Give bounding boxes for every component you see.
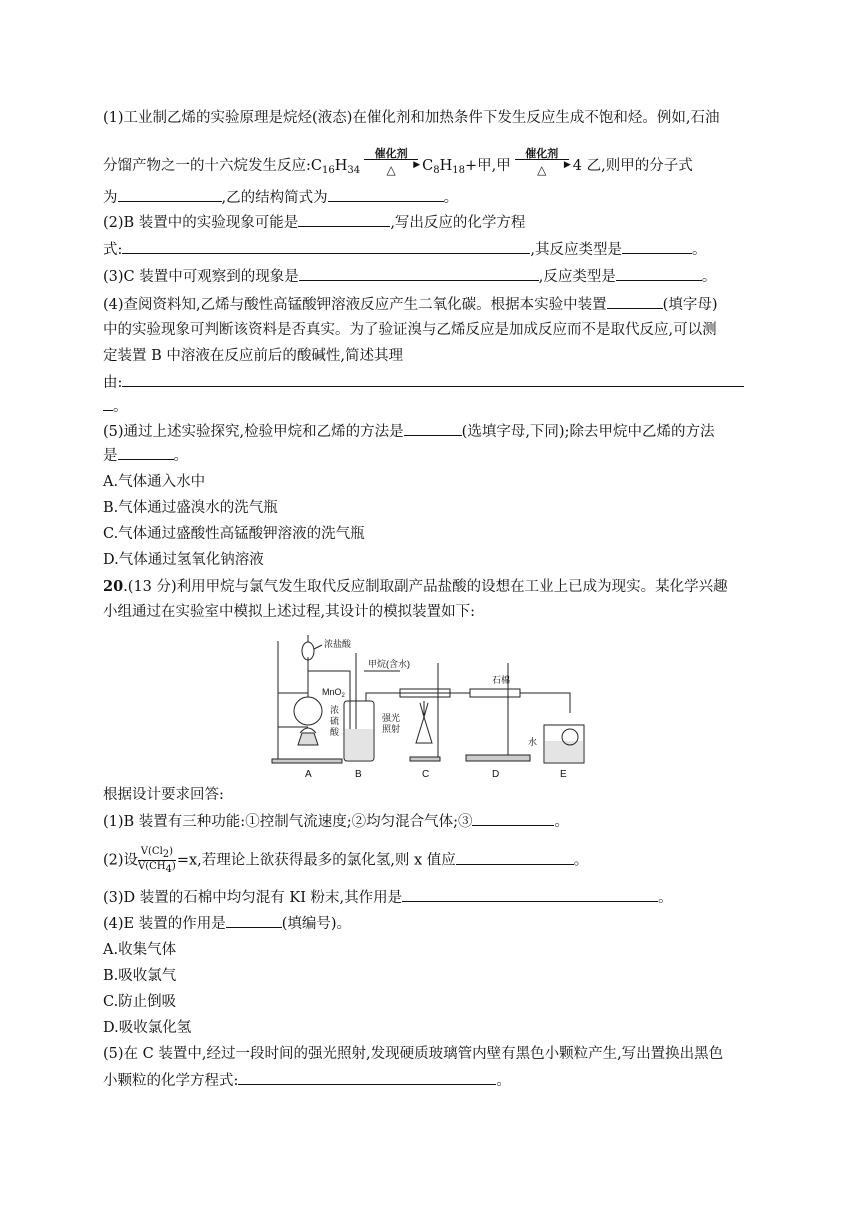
- answer-blank[interactable]: [298, 212, 390, 227]
- answer-blank[interactable]: [616, 266, 702, 281]
- answer-blank[interactable]: [299, 266, 539, 281]
- answer-blank[interactable]: [402, 887, 658, 902]
- q19-part1-line1: (1)工业制乙烯的实验原理是烷烃(液态)在催化剂和加热条件下发生反应生成不饱和烃。例如,石油: [103, 110, 720, 126]
- q20-intro-line1: 20.(13 分)利用甲烷与氯气发生取代反应制取副产品盐酸的设想在工业上已成为现实。某化学兴趣: [103, 578, 728, 595]
- q19-part4-line3: 定装置 B 中溶液在反应前后的酸碱性,简述其理: [103, 348, 403, 364]
- answer-blank[interactable]: [238, 1070, 496, 1085]
- label-c: C: [422, 769, 430, 780]
- q20-part5-line1: (5)在 C 装置中,经过一段时间的强光照射,发现硬质玻璃管内壁有黑色小颗粒产生,写出置换出黑色: [103, 1046, 724, 1062]
- q19-part5-line2: 是 。: [103, 445, 188, 466]
- label-conc-hcl: 浓盐酸: [324, 639, 352, 649]
- q19-part1-line2: 分馏产物之一的十六烷发生反应$:C_{16}H_{34}$ 催化剂 ▶ △ $C_8H_{18}+$甲,甲 催化剂 ▶ △ 4 乙,则甲的分子式: [103, 147, 693, 177]
- label-asbestos: 石棉: [492, 675, 511, 685]
- q19-part3: (3)C 装置中可观察到的现象是 ,反应类型是 。: [103, 266, 716, 287]
- q19-option-a[interactable]: A.气体通入水中: [103, 474, 206, 490]
- answer-blank[interactable]: [404, 421, 462, 436]
- q19-option-b[interactable]: B.气体通过盛溴水的洗气瓶: [103, 500, 278, 516]
- answer-blank[interactable]: [456, 850, 574, 865]
- answer-blank[interactable]: [118, 445, 174, 460]
- q19-option-c[interactable]: C.气体通过盛酸性高锰酸钾溶液的洗气瓶: [103, 526, 365, 542]
- q19-part2-line2: 式: ,其反应类型是 。: [103, 239, 707, 260]
- q20-option-c[interactable]: C.防止倒吸: [103, 994, 177, 1010]
- q20-part1: (1)B 装置有三种功能:①控制气流速度;②均匀混合气体;③ 。: [103, 811, 569, 832]
- answer-blank[interactable]: [622, 239, 692, 254]
- label-a: A: [305, 769, 312, 780]
- q20-option-d[interactable]: D.吸收氯化氢: [103, 1020, 192, 1036]
- q19-part4-line4: 由:: [103, 372, 744, 393]
- q19-part4-line2: 中的实验现象可判断该资料是否真实。为了验证溴与乙烯反应是加成反应而不是取代反应,可以测: [103, 322, 717, 338]
- answer-blank[interactable]: [103, 396, 113, 411]
- answer-blank[interactable]: [118, 187, 222, 202]
- q20-option-b[interactable]: B.吸收氯气: [103, 968, 177, 984]
- answer-blank[interactable]: [328, 187, 444, 202]
- reaction-arrow-1: 催化剂 ▶ △: [364, 156, 418, 176]
- q19-part4-line1: (4)查阅资料知,乙烯与酸性高锰酸钾溶液反应产生二氧化碳。根据本实验中装置 (填字母): [103, 294, 717, 315]
- answer-blank[interactable]: [122, 239, 530, 254]
- q19-part5-line1: (5)通过上述实验探究,检验甲烷和乙烯的方法是 (选填字母,下同);除去甲烷中乙烯的方法: [103, 421, 714, 442]
- answer-blank[interactable]: [472, 811, 554, 826]
- q19-part4-line5: 。: [103, 396, 128, 417]
- q20-lead: 根据设计要求回答:: [103, 787, 224, 803]
- answer-blank[interactable]: [122, 372, 744, 387]
- label-b: B: [355, 769, 362, 780]
- reaction-arrow-2: 催化剂 ▶ △: [515, 156, 569, 176]
- label-e: E: [560, 769, 567, 780]
- label-mno2: MnO$_2$: [322, 687, 345, 699]
- q19-part1-line3: 为 ,乙的结构简式为 。: [103, 187, 458, 208]
- q20-part2: (2)设 $\frac{V(Cl_2)}{V(CH_4)}$ =x,若理论上欲获得最多的氯化氢,则 x 值应 。: [103, 846, 589, 875]
- q20-part5-line2: 小颗粒的化学方程式: 。: [103, 1070, 511, 1091]
- q20-intro-line2: 小组通过在实验室中模拟上述过程,其设计的模拟装置如下:: [103, 604, 475, 620]
- q19-option-d[interactable]: D.气体通过氢氧化钠溶液: [103, 552, 264, 568]
- label-d: D: [492, 769, 500, 780]
- label-methane: 甲烷(含水): [368, 659, 410, 669]
- q20-option-a[interactable]: A.收集气体: [103, 942, 177, 958]
- q20-part4: (4)E 装置的作用是 (填编号)。: [103, 913, 351, 934]
- q19-part2-line1: (2)B 装置中的实验现象可能是 ,写出反应的化学方程: [103, 212, 525, 233]
- apparatus-diagram: [270, 633, 590, 781]
- q20-part3: (3)D 装置的石棉中均匀混有 KI 粉末,其作用是 。: [103, 887, 673, 908]
- label-conc-h2so4: 浓 硫 酸: [330, 705, 340, 737]
- volume-ratio-fraction: $\frac{V(Cl_2)}{V(CH_4)}$: [138, 846, 176, 875]
- answer-blank[interactable]: [226, 913, 282, 928]
- label-strong-light: 强光 照射: [382, 713, 401, 734]
- label-water: 水: [528, 737, 538, 747]
- answer-blank[interactable]: [607, 294, 663, 309]
